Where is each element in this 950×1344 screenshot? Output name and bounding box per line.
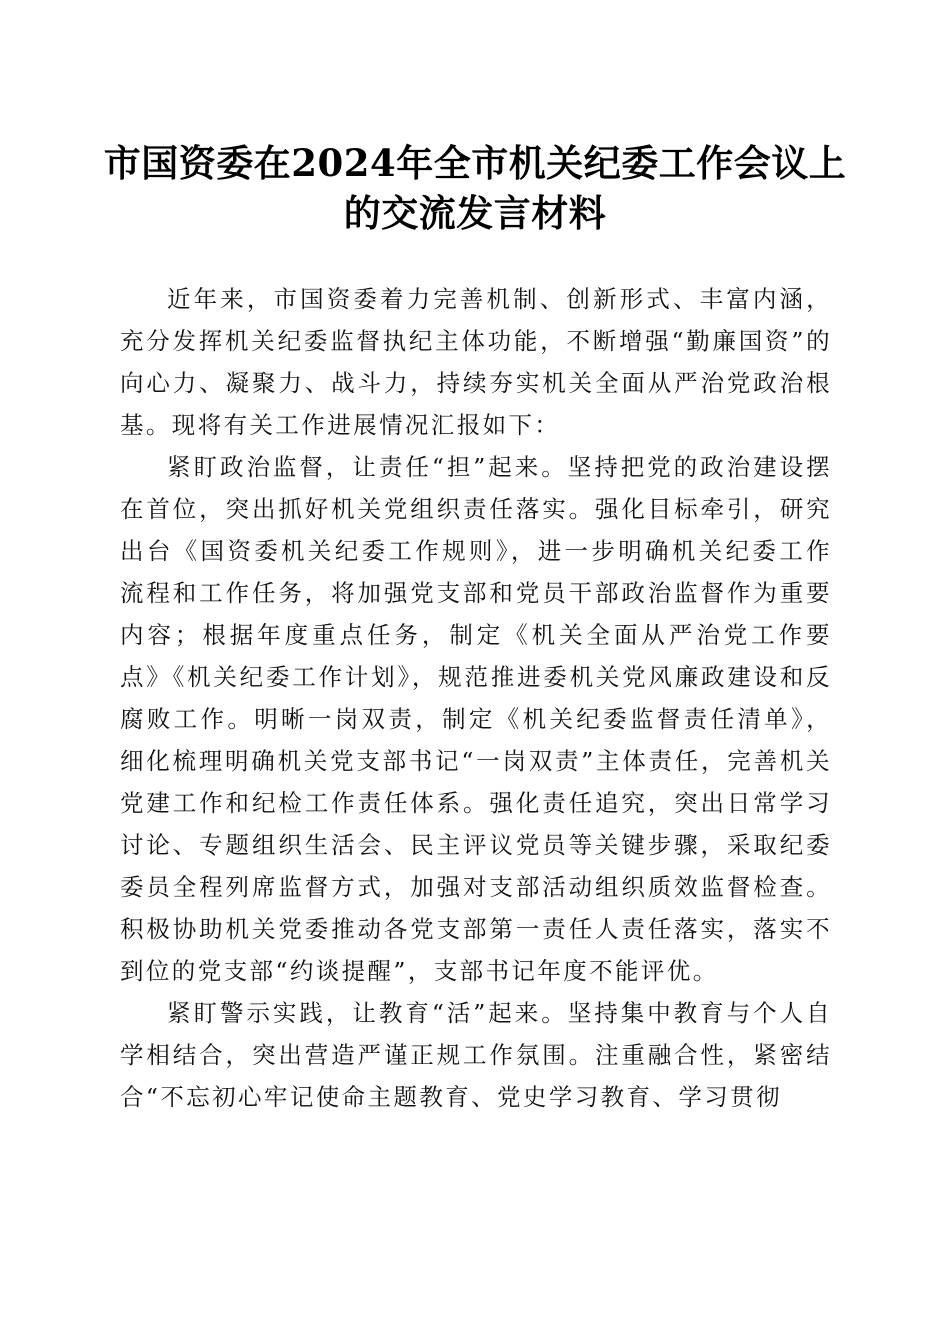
paragraph-intro: 近年来，市国资委着力完善机制、创新形式、丰富内涵，充分发挥机关纪委监督执纪主体功能，不断增强“勤廉国资”的向心力、凝聚力、战斗力，持续夯实机关全面从严治党政治根基。现将有关工作进展情况汇报如下： [120, 285, 832, 439]
paragraph-warning-education: 紧盯警示实践，让教育“活”起来。坚持集中教育与个人自学相结合，突出营造严谨正规工作氛围。注重融合性，紧密结合“不忘初心牢记使命主题教育、党史学习教育、学习贯彻 [120, 999, 832, 1111]
document-body [120, 278, 832, 1118]
title-line-2: 的交流发言材料 [343, 191, 607, 235]
document-title [100, 138, 850, 238]
title-line-1: 市国资委在2024年全市机关纪委工作会议上 [103, 141, 847, 185]
paragraph-political-supervision: 紧盯政治监督，让责任“担”起来。坚持把党的政治建设摆在首位，突出抓好机关党组织责任落实。强化目标牵引，研究出台《国资委机关纪委工作规则》，进一步明确机关纪委工作流程和工作任务，将加强党支部和党员干部政治监督作为重要内容；根据年度重点任务，制定《机关全面从严治党工作要点》《机关纪委工作计划》，规范推进委机关党风廉政建设和反腐败工作。明晰一岗双责，制定《机关纪委监督责任清单》，细化梳理明确机关党支部书记“一岗双责”主体责任，完善机关党建工作和纪检工作责任体系。强化责任追究，突出日常学习讨论、专题组织生活会、民主评议党员等关键步骤，采取纪委委员全程列席监督方式，加强对支部活动组织质效监督检查。积极协助机关党委推动各党支部第一责任人责任落实，落实不到位的党支部“约谈提醒”，支部书记年度不能评优。 [120, 453, 832, 985]
